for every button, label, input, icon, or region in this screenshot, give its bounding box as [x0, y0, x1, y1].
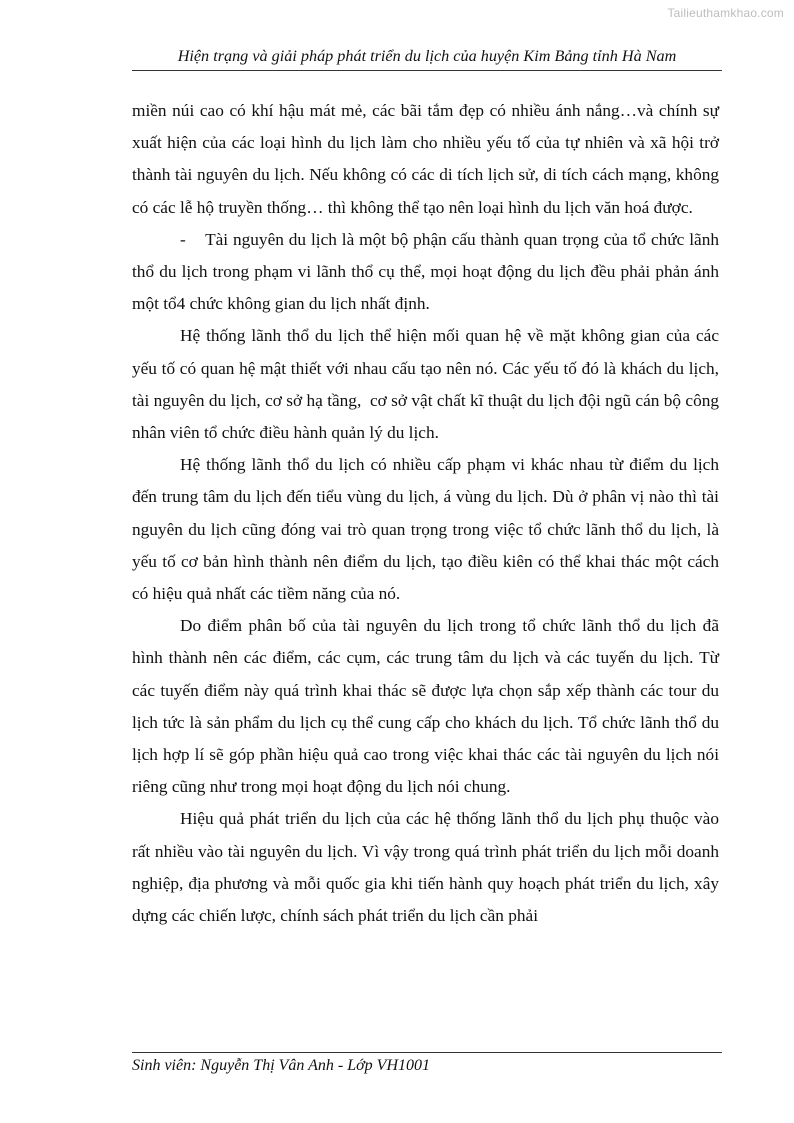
paragraph-2-bullet: - Tài nguyên du lịch là một bộ phận cấu thành quan trọng của tổ chức lãnh thổ du lịch trong phạm vi lãnh thổ cụ thể, mọi hoạt động du lịch đều phải phản ánh một tổ4 chức không gian du lịch nhất định.	[132, 229, 724, 314]
document-body	[132, 95, 724, 932]
paragraph-3: Hệ thống lãnh thổ du lịch thể hiện mối quan hệ về mặt không gian của các yếu tố có quan hệ mật thiết với nhau cấu tạo nên nó. Các yếu tố đó là khách du lịch, tài nguyên du lịch, cơ sở hạ tầng, cơ sở vật chất kĩ thuật du lịch đội ngũ cán bộ công nhân viên tổ chức điều hành quản lý du lịch.	[132, 326, 724, 443]
watermark: Tailieuthamkhao.com	[667, 6, 784, 20]
page-footer: Sinh viên: Nguyễn Thị Vân Anh - Lớp VH1001	[132, 1057, 430, 1074]
paragraph-1: miền núi cao có khí hậu mát mẻ, các bãi tắm đẹp có nhiều ánh nắng…và chính sự xuất hiện của các loại hình du lịch làm cho nhiều yếu tố của tự nhiên và xã hội trở thành tài nguyên du lịch. Nếu không có các di tích lịch sử, di tích cách mạng, không có các lễ hộ truyền thống… thì không thể tạo nên loại hình du lịch văn hoá được.	[132, 101, 719, 217]
header-divider	[132, 70, 722, 71]
paragraph-6: Hiệu quả phát triển du lịch của các hệ thống lãnh thổ du lịch phụ thuộc vào rất nhiều vào tài nguyên du lịch. Vì vậy trong quá trình phát triển du lịch mỗi doanh nghiệp, địa phương và mỗi quốc gia khi tiến hành quy hoạch phát triển du lịch, xây dựng các chiến lược, chính sách phát triển du lịch cần phải	[132, 809, 719, 926]
page-header-title: Hiện trạng và giải pháp phát triển du lịch của huyện Kim Bảng tỉnh Hà Nam	[177, 47, 677, 65]
paragraph-4: Hệ thống lãnh thổ du lịch có nhiều cấp phạm vi khác nhau từ điểm du lịch đến trung tâm du lịch đến tiểu vùng du lịch, á vùng du lịch. Dù ở phân vị nào thì tài nguyên du lịch cũng đóng vai trò quan trọng trong việc tổ chức lãnh thổ du lịch, là yếu tố cơ bản hình thành nên điểm du lịch, tạo điều kiên có thể khai thác một cách có hiệu quả nhất các tiềm năng của nó.	[132, 455, 719, 604]
paragraph-5: Do điểm phân bố của tài nguyên du lịch trong tổ chức lãnh thổ du lịch đã hình thành nên các điểm, các cụm, các trung tâm du lịch và các tuyến du lịch. Từ các tuyến điểm này quá trình khai thác sẽ được lựa chọn sắp xếp thành các tour du lịch tức là sản phẩm du lịch cụ thể cung cấp cho khách du lịch. Tổ chức lãnh thổ du lịch hợp lí sẽ góp phần hiệu quả cao trong việc khai thác các tài nguyên du lịch nói riêng cũng như trong mọi hoạt động du lịch nói chung.	[132, 616, 719, 797]
footer-divider	[132, 1052, 722, 1053]
